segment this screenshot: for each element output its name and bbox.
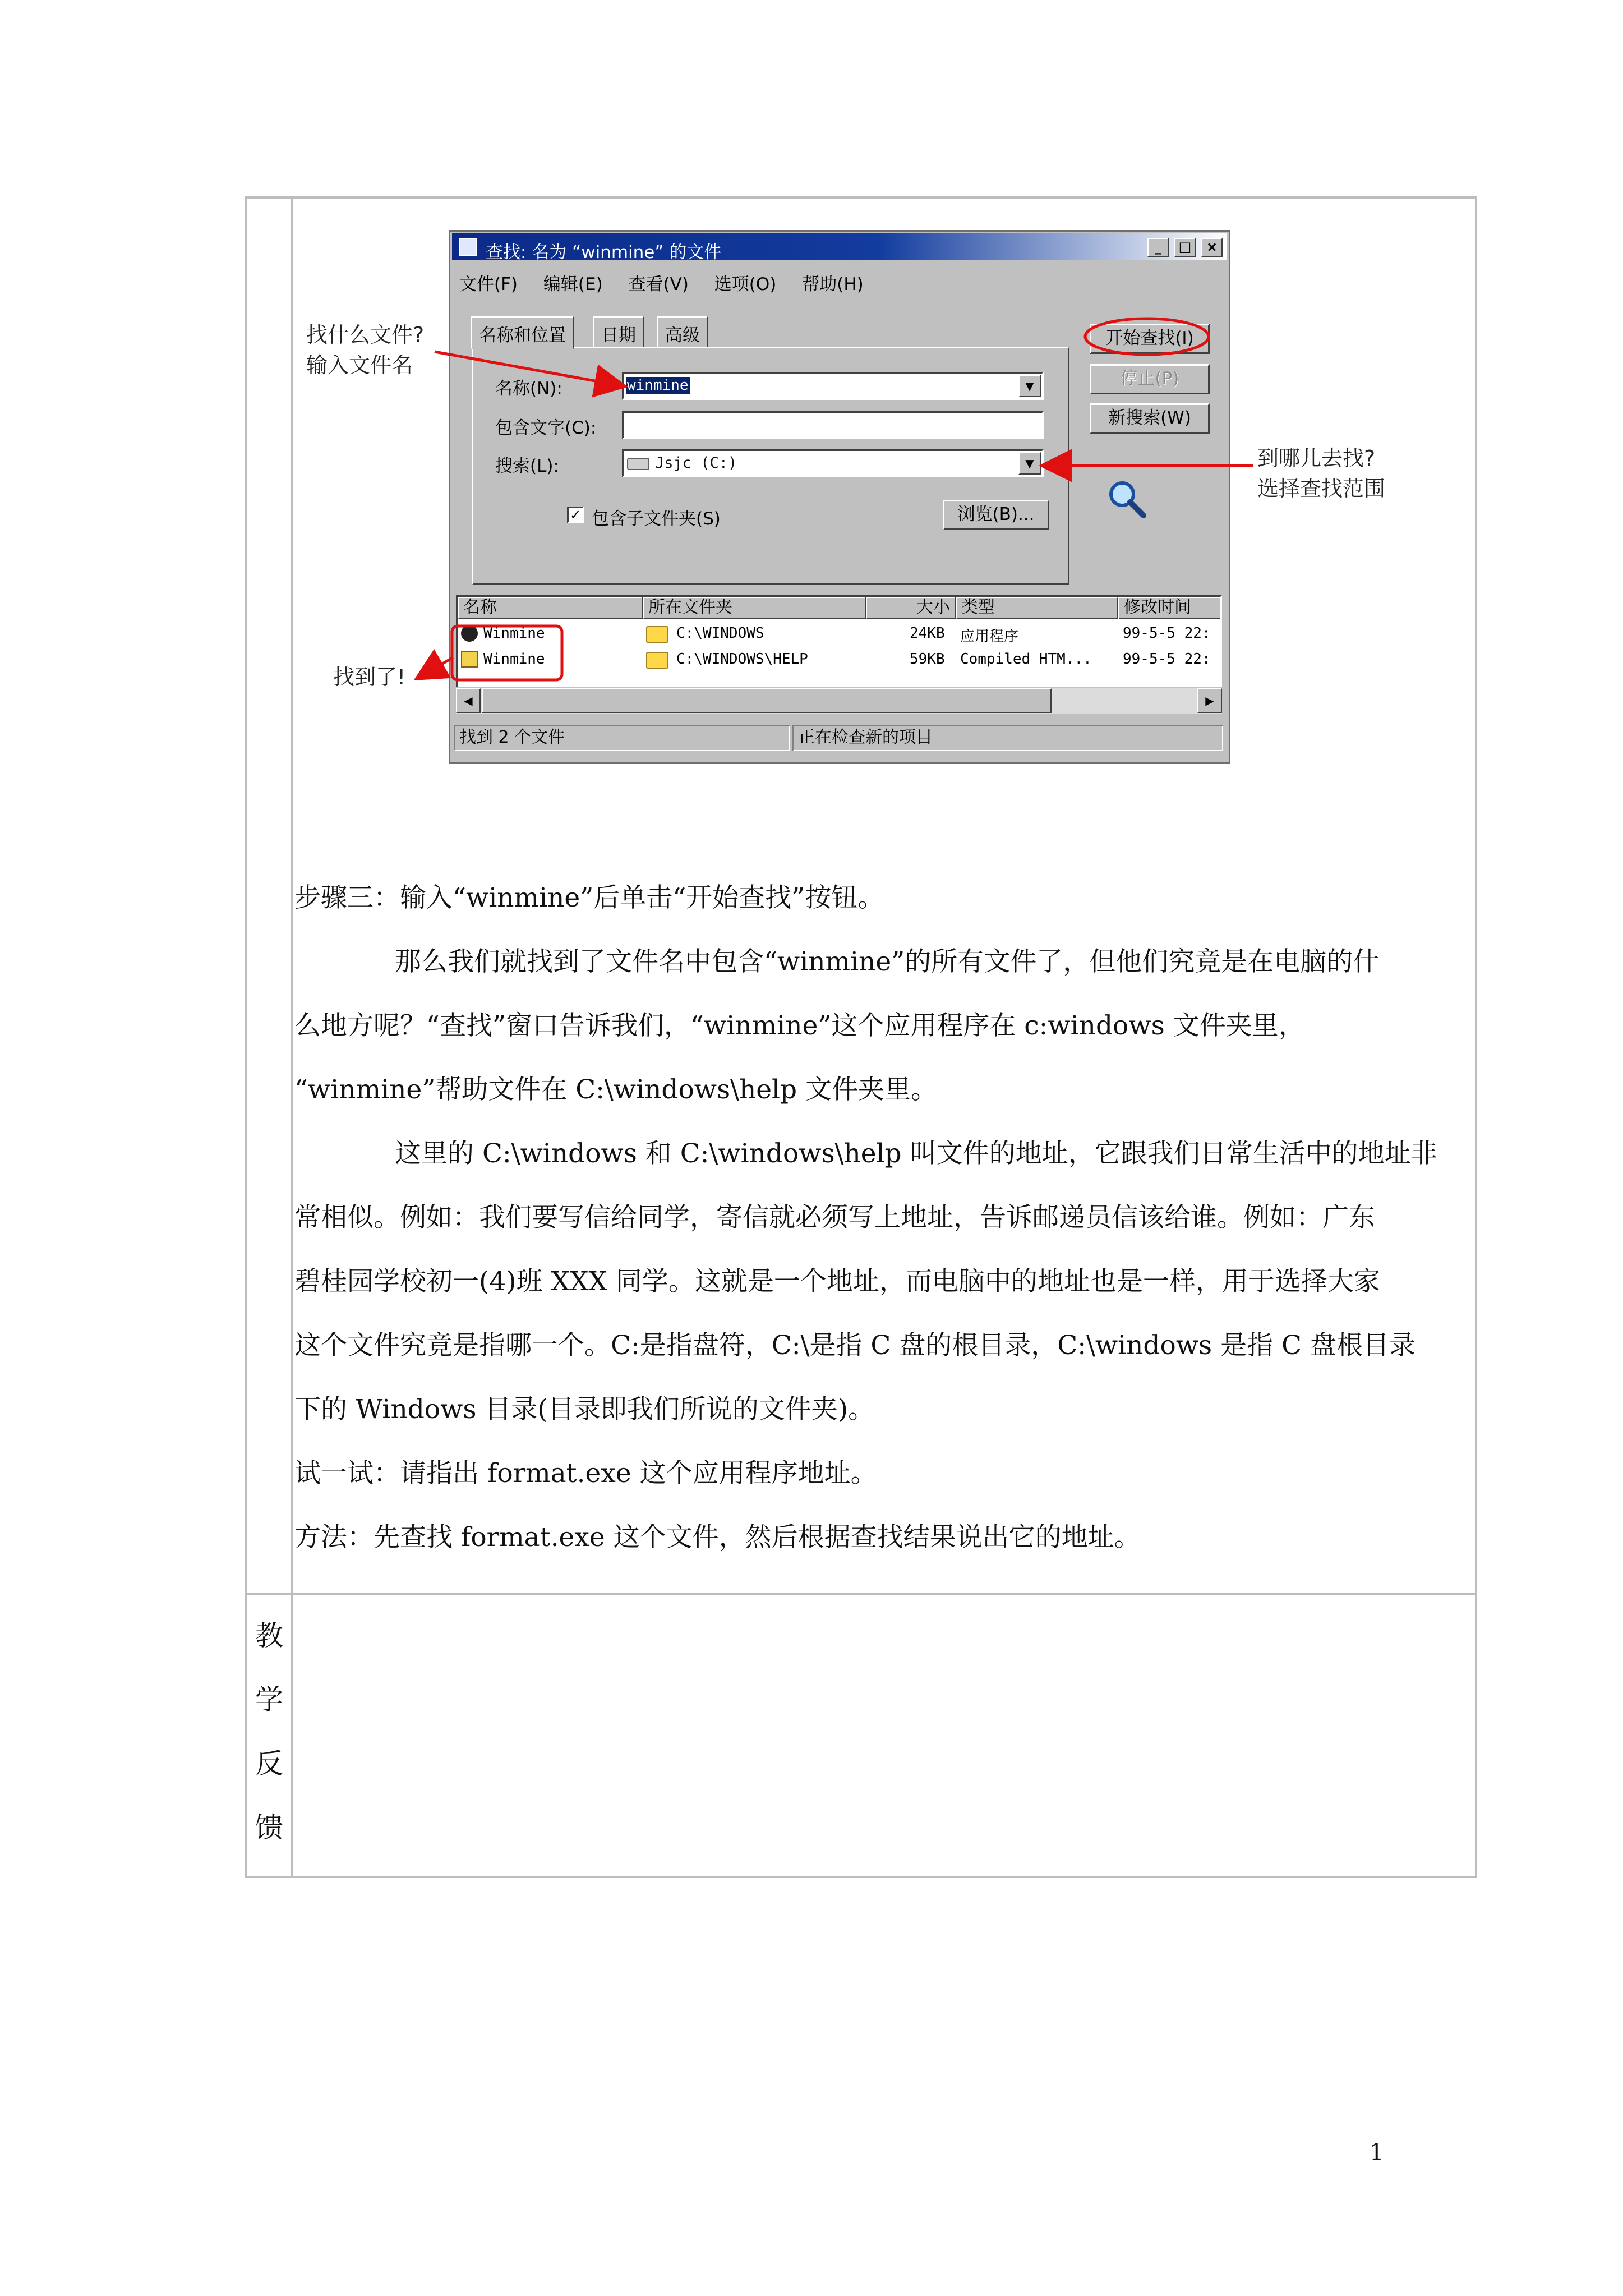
search-location-value: Jsjc (C:) [655,454,737,472]
paragraph-try: 试一试：请指出 format.exe 这个应用程序地址。 [294,1458,877,1489]
row-size: 59KB [910,651,945,668]
dialog-title: 查找: 名为 “winmine” 的文件 [486,242,722,263]
tab-name-location[interactable]: 名称和位置 [471,316,574,349]
maximize-button[interactable]: □ [1174,238,1196,257]
arrow-to-name-field [435,352,623,386]
stop-button[interactable]: 停止(P) [1090,364,1210,394]
page-number: 1 [1370,2139,1384,2165]
paragraph-3-line5: 下的 Windows 目录(目录即我们所说的文件夹)。 [294,1394,875,1425]
paragraph-step3: 步骤三：输入“winmine”后单击“开始查找”按钮。 [294,882,884,913]
status-found: 找到 2 个文件 [454,725,790,751]
paragraph-3-line4: 这个文件究竟是指哪一个。C:是指盘符，C:\是指 C 盘的根目录，C:\windows 是指 C 盘根目录 [294,1330,1415,1361]
annotation-what [306,320,424,380]
start-button-highlight [1085,319,1209,355]
paragraph-2-line3: “winmine”帮助文件在 C:\windows\help 文件夹里。 [294,1074,938,1105]
chevron-down-icon[interactable]: ▼ [1018,375,1041,397]
row-name: Winmine [483,651,545,668]
name-input[interactable]: winmine [627,377,689,394]
row-modified: 99-5-5 22: [1123,625,1211,642]
browse-button[interactable]: 浏览(B)... [943,500,1049,530]
col-name[interactable]: 名称 [458,597,643,619]
row-folder: C:\WINDOWS [676,625,764,642]
col-folder[interactable]: 所在文件夹 [643,597,866,619]
annotation-what-line1: 找什么文件? [306,323,425,347]
side-label-char: 学 [255,1683,283,1716]
side-label-char: 馈 [255,1811,283,1844]
tab-date[interactable]: 日期 [593,316,644,347]
paragraph-2-line1: 那么我们就找到了文件名中包含“winmine”的所有文件了，但他们究竟是在电脑的什 [395,946,1380,977]
new-search-button[interactable]: 新搜索(W) [1090,403,1210,434]
start-search-button[interactable]: 开始查找(I) [1090,324,1210,354]
col-size[interactable]: 大小 [866,597,956,619]
annotation-found: 找到了! [333,665,406,689]
chevron-down-icon[interactable]: ▼ [1018,452,1041,475]
paragraph-3-line3: 碧桂园学校初一(4)班 XXX 同学。这就是一个地址，而电脑中的地址也是一样，用于选择大家 [294,1266,1380,1297]
subfolders-checkbox[interactable]: ✓ [567,507,584,523]
side-label-char: 教 [255,1619,283,1652]
scroll-left-icon[interactable]: ◀ [456,688,481,713]
menu-edit[interactable]: 编辑(E) [543,274,603,295]
minimize-button[interactable]: _ [1147,238,1169,257]
name-label: 名称(N): [495,379,562,399]
arrow-to-results [418,657,453,678]
row-type: 应用程序 [960,628,1019,645]
menu-file[interactable]: 文件(F) [459,274,518,295]
results-highlight [452,626,562,680]
row-folder: C:\WINDOWS\HELP [676,651,808,668]
subfolders-label: 包含子文件夹(S) [592,509,721,529]
row-type: Compiled HTM... [960,651,1092,668]
row-size: 24KB [910,625,945,642]
col-type[interactable]: 类型 [956,597,1118,619]
contains-label: 包含文字(C): [495,418,597,438]
annotation-overlay [0,0,1623,785]
close-button[interactable]: × [1201,238,1223,257]
menu-options[interactable]: 选项(O) [714,274,777,295]
search-label: 搜索(L): [495,456,559,476]
menu-view[interactable]: 查看(V) [628,274,689,295]
annotation-what-line2: 输入文件名 [306,353,413,378]
annotation-where-line1: 到哪儿去找? [1257,446,1376,471]
scroll-right-icon[interactable]: ▶ [1197,688,1222,713]
row-name: Winmine [483,625,545,642]
table-row-divider [245,1593,1477,1595]
paragraph-3-line1: 这里的 C:\windows 和 C:\windows\help 叫文件的地址，它跟我们日常生活中的地址非 [395,1138,1437,1169]
paragraph-2-line2: 么地方呢？“查找”窗口告诉我们，“winmine”这个应用程序在 c:windows 文件夹里， [294,1010,1305,1041]
tab-advanced[interactable]: 高级 [657,316,708,347]
row-modified: 99-5-5 22: [1123,651,1211,668]
side-label-char: 反 [255,1747,283,1780]
annotation-where-line2: 选择查找范围 [1257,476,1386,501]
annotation-where [1257,443,1385,504]
status-checking: 正在检查新的项目 [792,725,1223,751]
menu-help[interactable]: 帮助(H) [802,274,864,295]
paragraph-3-line2: 常相似。例如：我们要写信给同学，寄信就必须写上地址，告诉邮递员信该给谁。例如：广东 [294,1202,1375,1233]
paragraph-method: 方法：先查找 format.exe 这个文件，然后根据查找结果说出它的地址。 [294,1522,1141,1553]
col-modified[interactable]: 修改时间 [1118,597,1222,619]
